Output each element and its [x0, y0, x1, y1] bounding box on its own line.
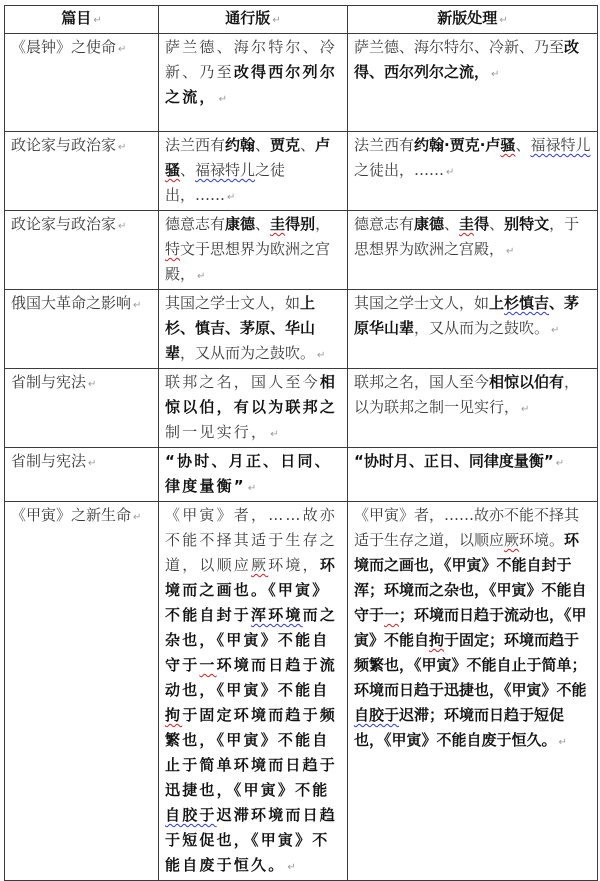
paragraph-mark-icon: ↵ — [555, 458, 565, 469]
paragraph-mark-icon: ↵ — [446, 167, 455, 178]
paragraph-mark-icon: ↵ — [133, 512, 142, 523]
common-edition-cell — [159, 448, 348, 502]
text-run: 联邦之名，国人至今 — [165, 373, 320, 391]
text-run: ，于思想界为欧洲之宫殿， — [354, 215, 580, 258]
bold-text: 上 — [489, 294, 505, 312]
table-row — [5, 132, 598, 211]
new-edition-cell — [348, 290, 598, 369]
text-run: 、 — [489, 215, 505, 233]
text-run: 联邦之名，国人至今 — [354, 373, 490, 391]
text-run: 、 — [300, 136, 316, 154]
paragraph-mark-icon: ↵ — [118, 221, 127, 232]
text-run: 法兰西有 — [354, 136, 415, 154]
bold-text: 相惊以伯有 — [489, 373, 565, 391]
bold-text: 卢 — [315, 136, 331, 154]
text-run: ，又从而为之鼓吹。 — [414, 319, 550, 337]
text-run: 法兰西有 — [165, 136, 226, 154]
row-title: 《晨钟》之使命 ↵ — [5, 34, 159, 132]
new-edition-cell — [348, 448, 598, 502]
new-edition-cell — [348, 211, 598, 290]
paragraph-mark-icon: ↵ — [506, 246, 515, 257]
spellcheck-underlined-text: 浑环境 — [251, 606, 303, 624]
spellcheck-underlined-text: 福禄特儿 — [530, 136, 591, 154]
bold-text: 别特文 — [504, 215, 550, 233]
paragraph-mark-icon: ↵ — [499, 15, 508, 26]
row-title: 俄国大革命之影响 ↵ — [5, 290, 159, 369]
paragraph-mark-icon: ↵ — [218, 94, 230, 105]
header-title: 篇目 ↵ — [5, 6, 159, 34]
spellcheck-underlined-text: 圭 — [459, 215, 475, 233]
bold-text: 约翰·贾克·卢 — [414, 136, 501, 154]
paragraph-mark-icon: ↵ — [491, 69, 500, 80]
spellcheck-underlined-text: 杉慎吉 — [504, 294, 550, 312]
table-row — [5, 502, 598, 881]
spellcheck-underlined-text: 特 — [165, 240, 181, 258]
text-run: 、 — [255, 215, 271, 233]
common-edition-cell — [159, 34, 348, 132]
text-run: 之徒出，…… — [165, 161, 286, 204]
paragraph-mark-icon: ↵ — [227, 192, 236, 203]
common-edition-cell — [159, 211, 348, 290]
common-edition-cell — [159, 290, 348, 369]
spellcheck-underlined-text: 拘 — [429, 631, 445, 649]
bold-text: 得别 — [285, 215, 316, 233]
row-title: 政论家与政治家 ↵ — [5, 132, 159, 211]
bold-text: 康德 — [225, 215, 256, 233]
spellcheck-underlined-text: 骚 — [500, 136, 516, 154]
bold-text: 迟滞环境而日趋于短促也，《甲寅》不能自废于恒久。 — [165, 806, 338, 874]
new-edition-cell — [348, 132, 598, 211]
text-run: 《甲寅》者，……故亦不能不择其适于生存之道，以顺应 — [165, 506, 338, 574]
spellcheck-underlined-text: 自胶于 — [354, 706, 400, 724]
table-row — [5, 369, 598, 448]
paragraph-mark-icon: ↵ — [133, 300, 142, 311]
text-run: 《甲寅》者，……故亦不能不择其适于生存之道，以顺应 — [354, 506, 580, 549]
table-row — [5, 290, 598, 369]
row-title: 省制与宪法 ↵ — [5, 448, 159, 502]
new-edition-cell — [348, 34, 598, 132]
text-run: 其国之学士文人，如 — [165, 294, 301, 312]
table-row — [5, 448, 598, 502]
text-run: 之徒出，…… — [354, 161, 445, 179]
bold-text: ；环境而日趋于流动也，《甲寅》不能自 — [354, 606, 587, 649]
text-run: 文于思想界为欧洲之宫殿， — [165, 240, 331, 283]
spellcheck-underlined-text: 圭 — [270, 215, 286, 233]
paragraph-mark-icon: ↵ — [272, 15, 281, 26]
paragraph-mark-icon: ↵ — [270, 429, 281, 440]
text-run: ，以为联邦之制一见实行， — [354, 373, 580, 416]
text-run: 德意志有 — [354, 215, 415, 233]
bold-text: 约翰 — [225, 136, 256, 154]
row-title: 政论家与政治家 ↵ — [5, 211, 159, 290]
header-row — [5, 6, 598, 34]
table-row — [5, 34, 598, 132]
text-run: 萨兰德、海尔特尔、冷新、乃至 — [354, 38, 565, 56]
paragraph-mark-icon: ↵ — [317, 350, 326, 361]
text-run: 其国之学士文人，如 — [354, 294, 490, 312]
spellcheck-underlined-text: 福禄特儿 — [195, 161, 256, 179]
new-edition-cell — [348, 502, 598, 881]
bold-text: 于固定环境而趋于频繁也，《甲寅》不能自止于简单环境而日趋于迅捷也，《甲寅》不能 — [165, 706, 338, 799]
bold-text: 改得西尔列尔之流， — [165, 63, 338, 106]
paragraph-mark-icon: ↵ — [197, 271, 206, 282]
paragraph-mark-icon: ↵ — [93, 15, 102, 26]
text-run: ，又从而为之鼓吹。 — [180, 344, 316, 362]
text-run: 制一见实行， — [165, 423, 269, 441]
bold-text: 改得、西尔列尔之流， — [354, 38, 580, 81]
spellcheck-underlined-text: 骚 — [165, 161, 181, 179]
paragraph-mark-icon: ↵ — [118, 44, 127, 55]
row-title: 《甲寅》之新生命 ↵ — [5, 502, 159, 881]
text-run: 德意志有 — [165, 215, 226, 233]
bold-text: 而之杂也，《甲寅》不能自守于 — [165, 606, 338, 674]
text-run: ， — [315, 215, 331, 233]
text-run: 、 — [255, 136, 271, 154]
comparison-table — [4, 5, 598, 881]
bold-text: “协时月、正日、同律度量衡” — [354, 452, 554, 470]
bold-text: 上杉、慎吉、茅原、华山辈 — [165, 294, 316, 362]
paragraph-mark-icon: ↵ — [88, 379, 97, 390]
spellcheck-underlined-text: 自胶于 — [165, 806, 217, 824]
paragraph-mark-icon: ↵ — [118, 142, 127, 153]
bold-text: 贾克 — [270, 136, 301, 154]
table-body — [5, 34, 598, 881]
common-edition-cell — [159, 502, 348, 881]
text-run: 、 — [515, 136, 531, 154]
common-edition-cell — [159, 369, 348, 448]
bold-text: 环境而之画也，《甲寅》不能自封于浑；环境而之杂也，《甲寅》不能自守于 — [354, 531, 587, 624]
text-run: 环境。 — [519, 531, 565, 549]
bold-text: 康德 — [414, 215, 445, 233]
bold-text: 、茅原华山辈 — [354, 294, 580, 337]
bold-text: 环境而日趋于流动也，《甲寅》不能自 — [165, 656, 338, 699]
bold-text: 环境而之画也。《甲寅》不能自封于 — [165, 556, 338, 624]
header-new-edition: 新版处理 ↵ — [348, 6, 598, 34]
text-run: 、 — [180, 161, 196, 179]
text-run: 环境， — [268, 556, 320, 574]
bold-text: 于固定；环境而趋于频繁也，《甲寅》不能自止于简单；环境而日趋于迅捷也，《甲寅》不能 — [354, 631, 587, 699]
bold-text: “协时、月正、日同、律度量衡” — [165, 452, 332, 495]
common-edition-cell — [159, 132, 348, 211]
spellcheck-underlined-text: 厥 — [504, 531, 520, 549]
paragraph-mark-icon: ↵ — [247, 483, 259, 494]
paragraph-mark-icon: ↵ — [558, 737, 567, 748]
table-row — [5, 211, 598, 290]
bold-text: 得 — [474, 215, 490, 233]
paragraph-mark-icon: ↵ — [551, 325, 560, 336]
paragraph-mark-icon: ↵ — [287, 862, 298, 873]
bold-text: 迟滞；环境而日趋于短促也，《甲寅》不能自废于恒久。 — [354, 706, 565, 749]
text-run: 萨兰德、海尔特尔、冷新、乃至 — [165, 38, 338, 81]
spellcheck-underlined-text: 厥 — [251, 556, 269, 574]
new-edition-cell — [348, 369, 598, 448]
spellcheck-underlined-text: 一 — [199, 656, 217, 674]
text-run: 、 — [444, 215, 460, 233]
paragraph-mark-icon: ↵ — [521, 404, 530, 415]
row-title: 省制与宪法 ↵ — [5, 369, 159, 448]
spellcheck-underlined-text: 拘 — [165, 706, 183, 724]
bold-text: 相惊以伯，有以为联邦之 — [165, 373, 338, 416]
header-common-edition: 通行版 ↵ — [159, 6, 348, 34]
paragraph-mark-icon: ↵ — [88, 458, 97, 469]
spellcheck-underlined-text: 一 — [384, 606, 400, 624]
